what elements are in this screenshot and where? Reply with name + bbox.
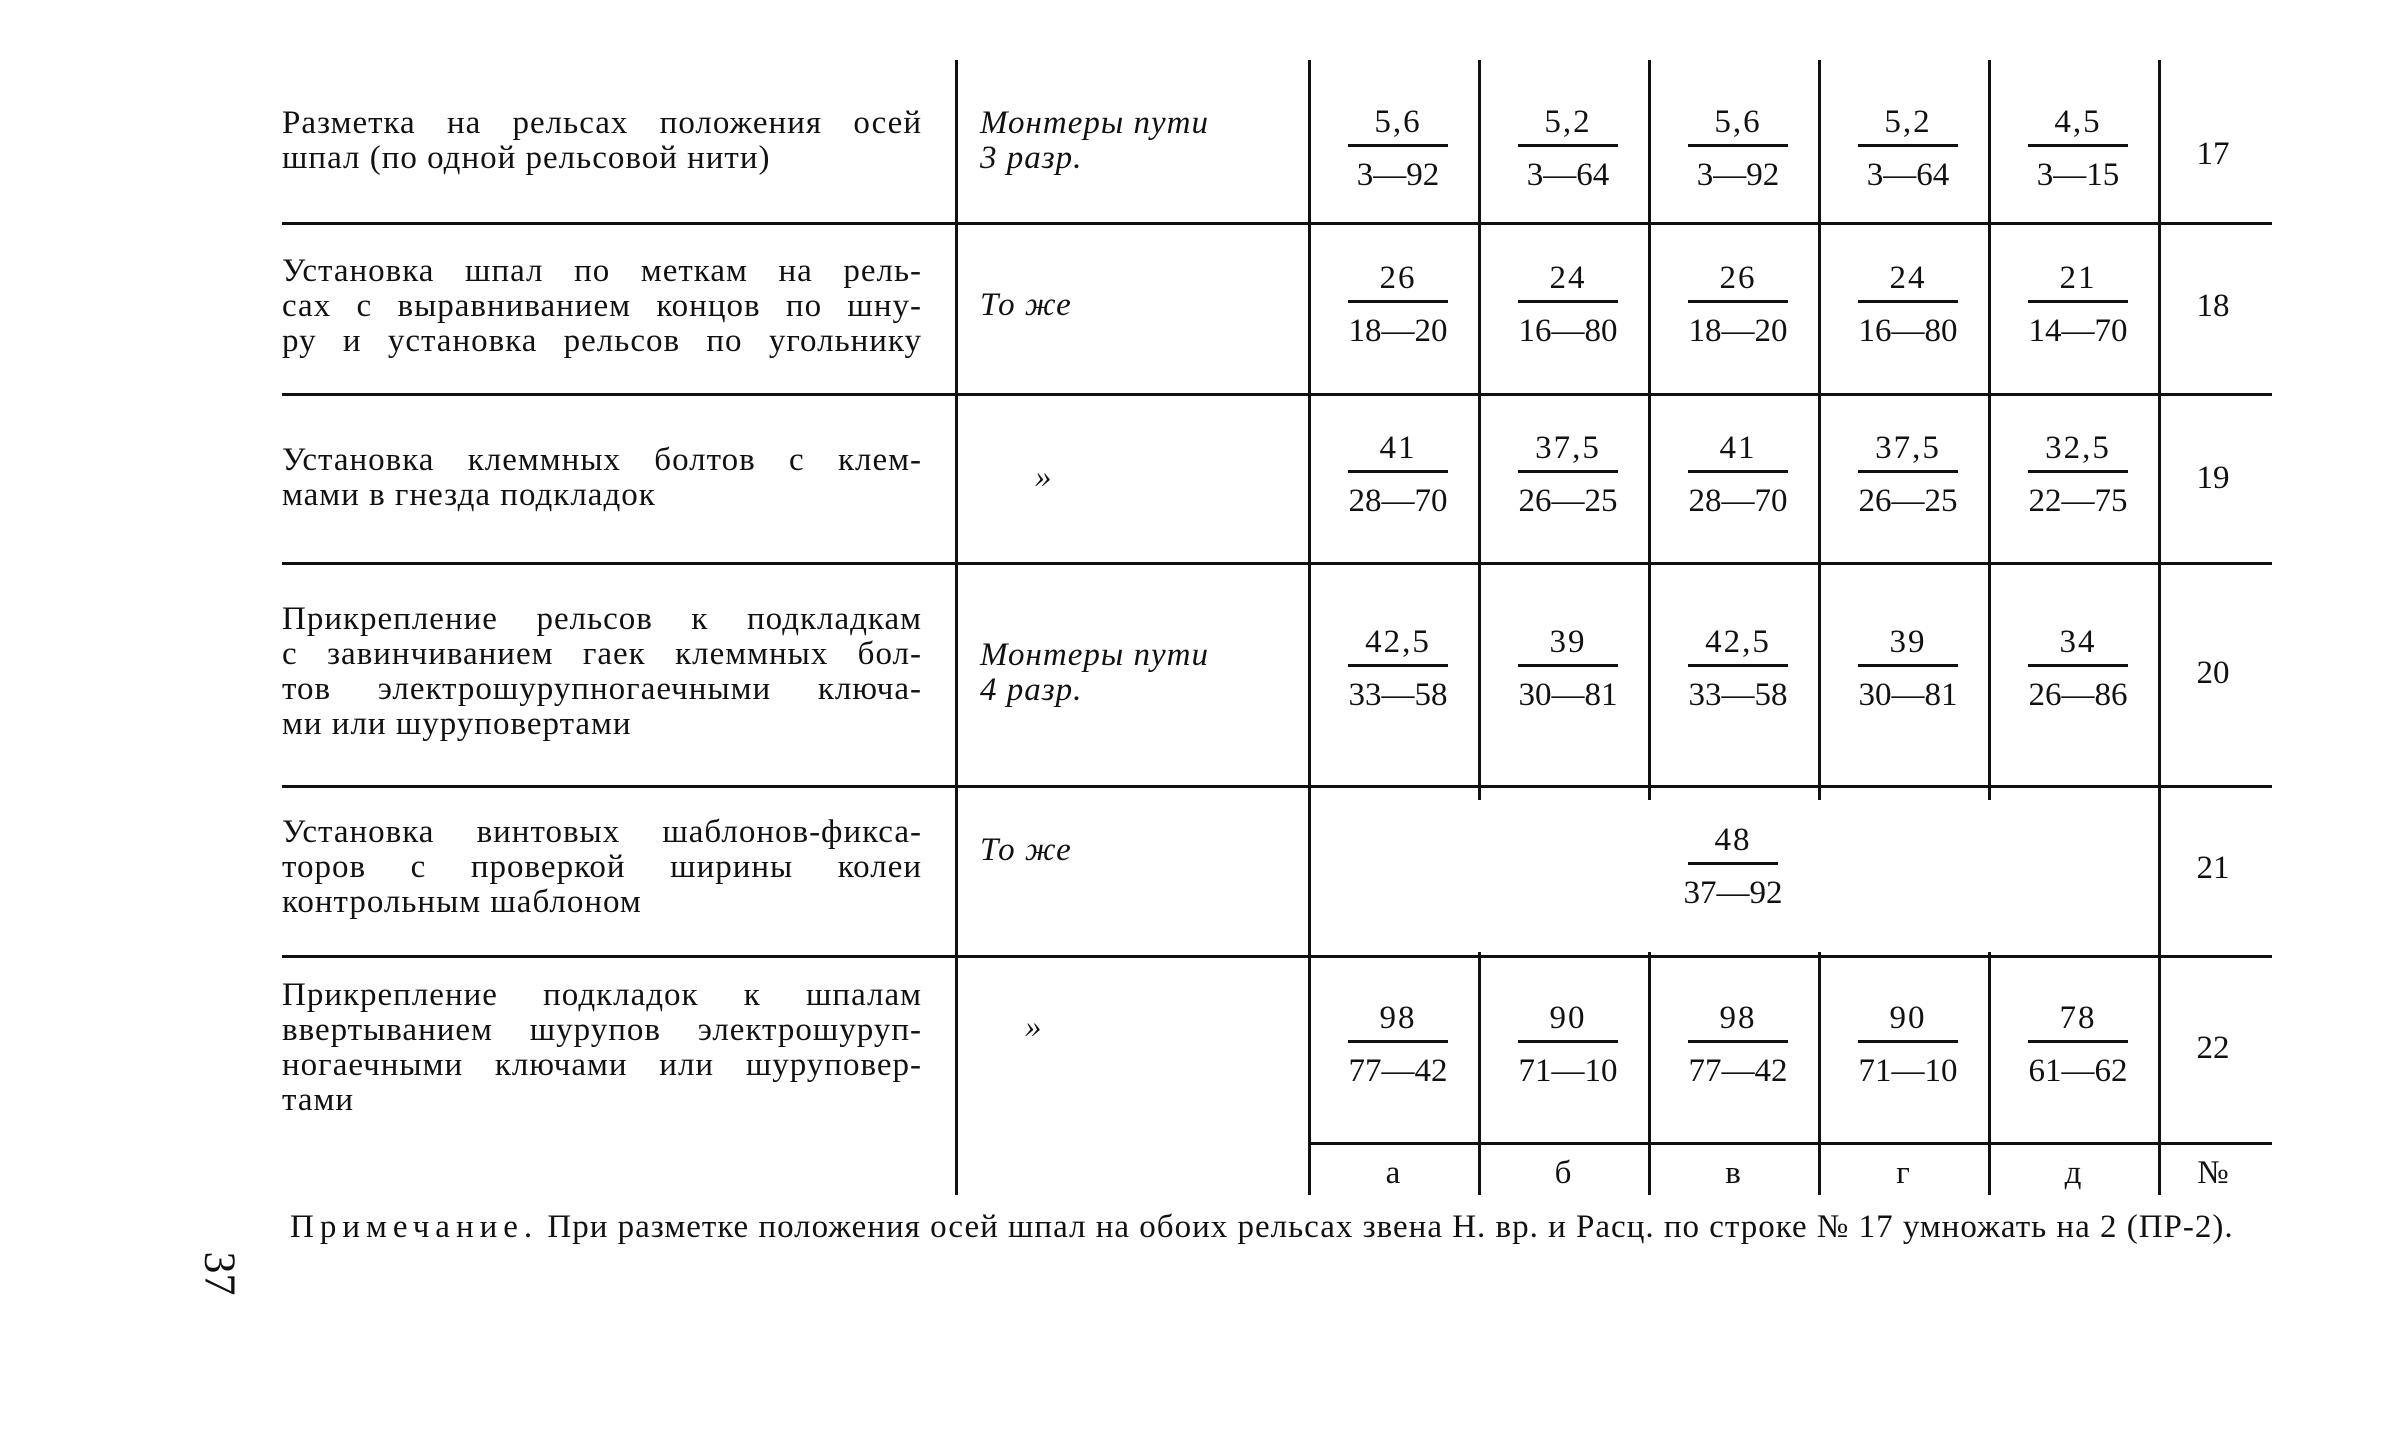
rate: 26—86: [2028, 677, 2128, 713]
row-17-col-b: [1483, 102, 1653, 195]
desc-line: сах с выравниванием концов по шну-: [282, 288, 922, 324]
norm-time: 41: [1719, 430, 1757, 466]
row-18-description: [282, 254, 922, 359]
rate: 28—70: [1688, 483, 1788, 519]
desc-line: ногаечными ключами или шуруповер-: [282, 1047, 922, 1083]
row-18-number: 18: [2196, 288, 2230, 324]
row-separator: [282, 393, 2272, 396]
rate: 33—58: [1688, 677, 1788, 713]
norm-time: 4,5: [2054, 104, 2102, 140]
footnote-label: Примечание.: [290, 1209, 539, 1245]
row-22-col-v: [1653, 998, 1823, 1091]
row-21-merged-value: [1648, 820, 1818, 913]
rate: 30—81: [1858, 677, 1958, 713]
row-20-col-a: [1313, 622, 1483, 715]
row-21-performer: [980, 833, 1280, 868]
row-18-col-d: [1993, 258, 2163, 351]
norm-time: 5,6: [1714, 104, 1762, 140]
page-number: 37: [195, 1251, 245, 1296]
row-17-performer: [980, 106, 1280, 176]
rate: 30—81: [1518, 677, 1618, 713]
performer-line: Монтеры пути: [980, 637, 1209, 673]
desc-line: Установка шпал по меткам на рель-: [282, 253, 922, 289]
footnote-text: При разметке положения осей шпал на обоих рельсах звена Н. вр. и Расц. по строке № 17 умножать на 2 (ПР-2).: [538, 1209, 2234, 1245]
row-22-performer: [1025, 1010, 1325, 1045]
row-separator: [282, 562, 2272, 565]
row-17-description: [282, 106, 922, 176]
header-separator: [1308, 1142, 2272, 1145]
norm-time: 90: [1889, 1000, 1927, 1036]
desc-line: Разметка на рельсах положения осей: [282, 105, 922, 141]
row-separator: [282, 955, 2272, 958]
norm-time: 21: [2059, 260, 2097, 296]
row-20-col-b: [1483, 622, 1653, 715]
row-17-col-a: [1313, 102, 1483, 195]
norm-time: 5,2: [1884, 104, 1932, 140]
row-20-col-g: [1823, 622, 1993, 715]
desc-line: Установка винтовых шаблонов-фикса-: [282, 814, 922, 850]
norm-time: 24: [1889, 260, 1927, 296]
rate: 3—92: [1356, 157, 1440, 193]
rate: 18—20: [1348, 313, 1448, 349]
desc-line: Прикрепление рельсов к подкладкам: [282, 601, 922, 637]
performer-line: То же: [980, 832, 1072, 868]
row-separator: [282, 222, 2272, 225]
row-18-col-v: [1653, 258, 1823, 351]
norm-time: 26: [1379, 260, 1417, 296]
norm-time: 37,5: [1535, 430, 1601, 466]
norm-time: 37,5: [1875, 430, 1941, 466]
row-21-number: 21: [2196, 850, 2230, 886]
row-22-col-g: [1823, 998, 1993, 1091]
rate: 61—62: [2028, 1053, 2128, 1089]
norm-time: 34: [2059, 624, 2097, 660]
row-22-description: [282, 978, 922, 1118]
performer-line: 4 разр.: [980, 672, 1083, 708]
row-20-description: [282, 602, 922, 742]
row-20-col-v: [1653, 622, 1823, 715]
row-19-number: 19: [2196, 460, 2230, 496]
desc-line: ру и установка рельсов по угольнику: [282, 323, 922, 359]
norm-time: 5,6: [1374, 104, 1422, 140]
row-18-col-g: [1823, 258, 1993, 351]
row-20-col-d: [1993, 622, 2163, 715]
row-22-number: 22: [2196, 1030, 2230, 1066]
norm-time: 42,5: [1705, 624, 1771, 660]
rate: 77—42: [1348, 1053, 1448, 1089]
rate: 3—64: [1526, 157, 1610, 193]
footnote: [290, 1208, 2270, 1246]
column-header-a: а: [1385, 1155, 1401, 1191]
rate: 3—64: [1866, 157, 1950, 193]
norm-time: 98: [1719, 1000, 1757, 1036]
row-19-description: [282, 443, 922, 513]
column-divider: [955, 60, 958, 1195]
norm-time: 5,2: [1544, 104, 1592, 140]
rate: 14—70: [2028, 313, 2128, 349]
row-19-col-b: [1483, 428, 1653, 521]
desc-line: тами: [282, 1082, 355, 1118]
column-header-number: №: [2197, 1155, 2229, 1191]
row-18-col-a: [1313, 258, 1483, 351]
rate: 22—75: [2028, 483, 2128, 519]
performer-line: 3 разр.: [980, 140, 1083, 176]
rate: 26—25: [1858, 483, 1958, 519]
desc-line: шпал (по одной рельсовой нити): [282, 140, 771, 176]
desc-line: ми или шуруповертами: [282, 706, 632, 742]
row-17-col-d: [1993, 102, 2163, 195]
row-21-description: [282, 815, 922, 920]
row-20-performer: [980, 638, 1280, 708]
norm-time: 90: [1549, 1000, 1587, 1036]
rate: 18—20: [1688, 313, 1788, 349]
desc-line: мами в гнезда подкладок: [282, 477, 656, 513]
performer-line: »: [1025, 1009, 1043, 1045]
row-18-performer: [980, 288, 1280, 323]
row-19-col-a: [1313, 428, 1483, 521]
norm-time: 98: [1379, 1000, 1417, 1036]
row-22-col-d: [1993, 998, 2163, 1091]
rate: 37—92: [1683, 875, 1783, 911]
norm-time: 39: [1549, 624, 1587, 660]
norm-time: 24: [1549, 260, 1587, 296]
row-separator: [282, 785, 2272, 788]
performer-line: То же: [980, 287, 1072, 323]
desc-line: Прикрепление подкладок к шпалам: [282, 977, 922, 1013]
rate: 16—80: [1858, 313, 1958, 349]
column-header-b: б: [1554, 1155, 1572, 1191]
rate: 3—15: [2036, 157, 2120, 193]
norm-time: 78: [2059, 1000, 2097, 1036]
rate: 26—25: [1518, 483, 1618, 519]
row-19-performer: [1035, 460, 1335, 495]
performer-line: »: [1035, 459, 1053, 495]
row-22-col-a: [1313, 998, 1483, 1091]
rate: 3—92: [1696, 157, 1780, 193]
column-header-g: г: [1896, 1155, 1910, 1191]
row-17-col-v: [1653, 102, 1823, 195]
rate: 33—58: [1348, 677, 1448, 713]
norm-time: 26: [1719, 260, 1757, 296]
rate: 16—80: [1518, 313, 1618, 349]
column-header-d: д: [2064, 1155, 2082, 1191]
desc-line: ввертыванием шурупов электрошуруп-: [282, 1012, 922, 1048]
rate: 77—42: [1688, 1053, 1788, 1089]
desc-line: тов электрошурупногаечными ключа-: [282, 671, 922, 707]
row-18-col-b: [1483, 258, 1653, 351]
row-17-number: 17: [2196, 136, 2230, 172]
desc-line: Установка клеммных болтов с клем-: [282, 442, 922, 478]
row-19-col-v: [1653, 428, 1823, 521]
row-20-number: 20: [2196, 655, 2230, 691]
norm-time: 41: [1379, 430, 1417, 466]
rate: 28—70: [1348, 483, 1448, 519]
desc-line: с завинчиванием гаек клеммных бол-: [282, 636, 922, 672]
norm-time: 48: [1714, 822, 1752, 858]
row-19-col-g: [1823, 428, 1993, 521]
rate: 71—10: [1518, 1053, 1618, 1089]
row-17-col-g: [1823, 102, 1993, 195]
desc-line: торов с проверкой ширины колеи: [282, 849, 922, 885]
column-header-v: в: [1725, 1155, 1741, 1191]
norm-time: 42,5: [1365, 624, 1431, 660]
norm-time: 32,5: [2045, 430, 2111, 466]
desc-line: контрольным шаблоном: [282, 884, 642, 920]
row-19-col-d: [1993, 428, 2163, 521]
rate: 71—10: [1858, 1053, 1958, 1089]
performer-line: Монтеры пути: [980, 105, 1209, 141]
norm-time: 39: [1889, 624, 1927, 660]
row-22-col-b: [1483, 998, 1653, 1091]
